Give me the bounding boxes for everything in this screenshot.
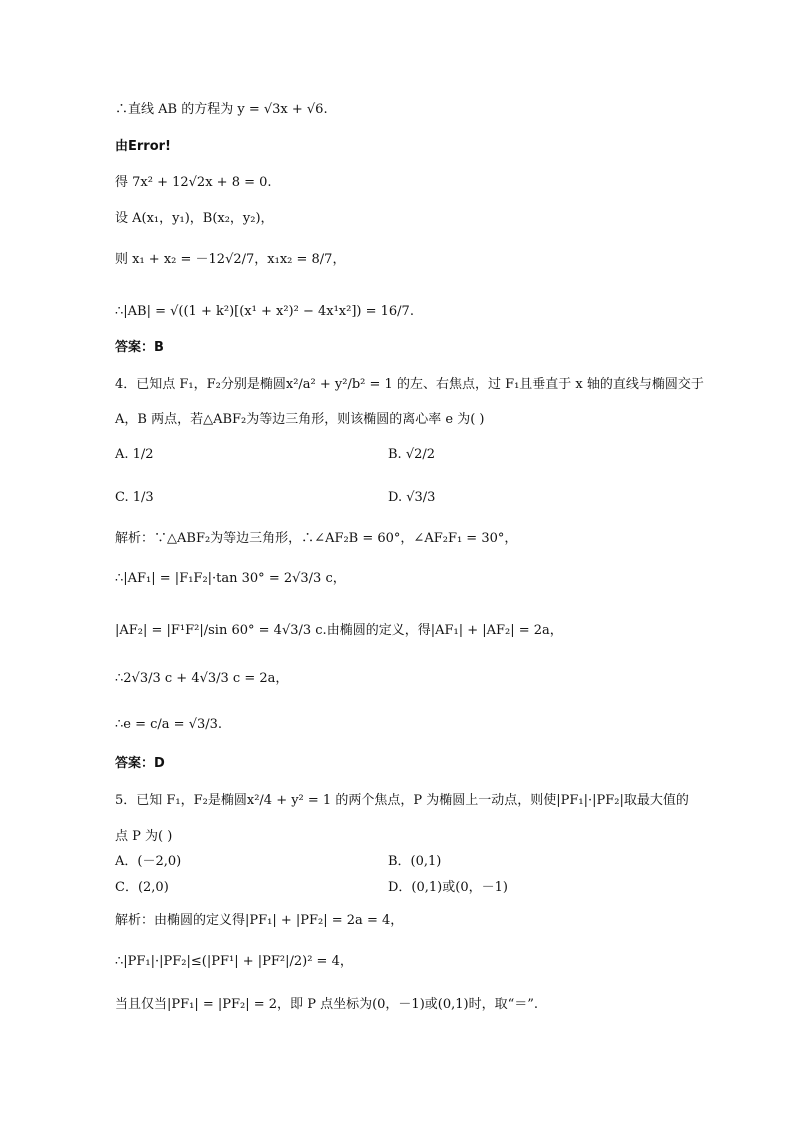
line-ab-equation: ∴直线 AB 的方程为 y = √3x + √6. (115, 102, 328, 117)
line-set-points: 设 A(x₁，y₁)，B(x₂，y₂)， (115, 211, 274, 226)
line-chord-length: ∴|AB| = √((1 + k²)[(x¹ + x²)² − 4x¹x²]) = 16/7. (115, 304, 414, 319)
question-5-cont: 点 P 为( ) (115, 829, 173, 844)
q5-option-d: D．(0,1)或(0，－1) (388, 880, 508, 895)
answer-4: 答案：D (115, 756, 165, 771)
solution-5-line2: ∴|PF₁|·|PF₂|≤(|PF¹| + |PF²|/2)² = 4， (115, 954, 353, 969)
solution-4-line4: ∴2√3/3 c + 4√3/3 c = 2a， (115, 671, 289, 686)
question-4-cont: A，B 两点，若△ABF₂为等边三角形，则该椭圆的离心率 e 为( ) (115, 412, 485, 427)
q4-option-d: D. √3/3 (388, 490, 436, 505)
question-5: 5．已知 F₁，F₂是椭圆x²/4 + y² = 1 的两个焦点，P 为椭圆上一动点，则使|PF₁|·|PF₂|取最大值的 (115, 793, 689, 808)
q5-option-c: C．(2,0) (115, 880, 169, 895)
solution-5-line1: 解析：由椭圆的定义得|PF₁| + |PF₂| = 2a = 4， (115, 913, 404, 928)
answer-3: 答案：B (115, 340, 164, 355)
solution-4-line5: ∴e = c/a = √3/3. (115, 717, 223, 732)
q5-option-b: B．(0,1) (388, 854, 442, 869)
q4-option-c: C. 1/3 (115, 490, 154, 505)
solution-5-line3: 当且仅当|PF₁| = |PF₂| = 2，即 P 点坐标为(0，－1)或(0,1)时，取“＝”. (115, 997, 539, 1012)
solution-4-line2: ∴|AF₁| = |F₁F₂|·tan 30° = 2√3/3 c， (115, 571, 346, 586)
q4-option-a: A. 1/2 (115, 447, 154, 462)
q4-option-b: B. √2/2 (388, 447, 436, 462)
q5-option-a: A．(－2,0) (115, 854, 182, 869)
question-4: 4．已知点 F₁，F₂分别是椭圆x²/a² + y²/b² = 1 的左、右焦点，过 F₁且垂直于 x 轴的直线与椭圆交于 (115, 377, 704, 392)
line-quadratic: 得 7x² + 12√2x + 8 = 0. (115, 175, 272, 190)
solution-4-line3: |AF₂| = |F¹F²|/sin 60° = 4√3/3 c.由椭圆的定义，得|AF₁| + |AF₂| = 2a， (115, 623, 563, 638)
line-vieta: 则 x₁ + x₂ = －12√2/7，x₁x₂ = 8/7， (115, 252, 346, 267)
line-error: 由Error! (115, 139, 171, 154)
solution-4-line1: 解析：∵△ABF₂为等边三角形，∴∠AF₂B = 60°，∠AF₂F₁ = 30°， (115, 531, 518, 546)
